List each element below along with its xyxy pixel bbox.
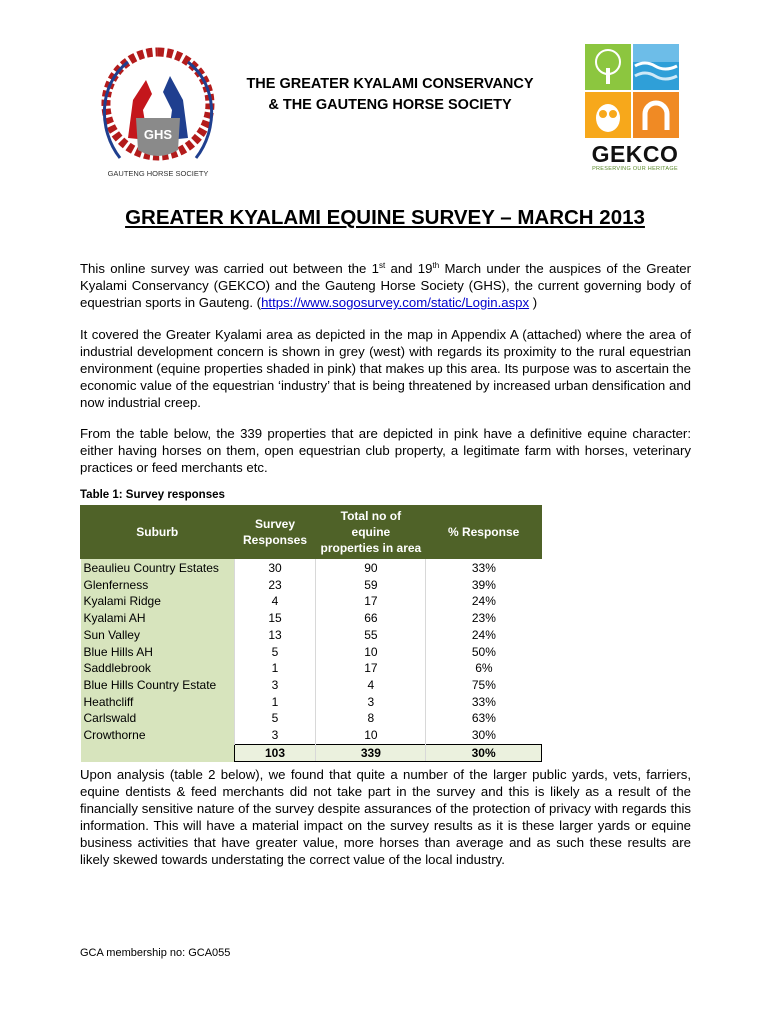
suburb-cell: Saddlebrook: [81, 660, 235, 677]
responses-total-cell: 103: [234, 744, 316, 762]
coverage-paragraph: It covered the Greater Kyalami area as depicted in the map in Appendix A (attached) where the area of industrial development concern is shown in grey (west) with regards its proximity to the rural equestrian environment (equine properties shaded in pink) that makes up this area. Its purpose was to ascertain the economic value of the equestrian ‘industry’ that is being threatened by increased urban densification and now industrial creep.: [80, 327, 691, 410]
responses-cell: 30: [234, 559, 316, 577]
table-row: [81, 627, 542, 644]
header-text: Responses: [243, 533, 308, 547]
suburb-cell: Blue Hills AH: [81, 644, 235, 661]
total-cell: 4: [316, 677, 426, 694]
total-cell: 55: [316, 627, 426, 644]
header-text: Survey: [255, 517, 296, 531]
pct-total-cell: 30%: [426, 744, 542, 762]
header-title: [200, 74, 580, 116]
responses-cell: 3: [234, 677, 316, 694]
pct-cell: 30%: [426, 727, 542, 744]
total-cell: 17: [316, 660, 426, 677]
text-run: and 19: [385, 261, 433, 276]
text-run: ): [529, 295, 538, 310]
responses-cell: 5: [234, 710, 316, 727]
responses-cell: 15: [234, 610, 316, 627]
header-pct-response: % Response: [426, 506, 542, 559]
superscript: st: [378, 261, 386, 270]
total-cell: 10: [316, 727, 426, 744]
table-row: [81, 710, 542, 727]
pct-cell: 6%: [426, 660, 542, 677]
responses-cell: 1: [234, 660, 316, 677]
table-row: [81, 694, 542, 711]
text-run: This online survey was carried out between the 1: [80, 261, 379, 276]
ghs-caption-text: GAUTENG HORSE SOCIETY: [107, 169, 209, 178]
survey-link[interactable]: https://www.sogosurvey.com/static/Login.aspx: [261, 295, 530, 310]
suburb-cell: Blue Hills Country Estate: [81, 677, 235, 694]
header-suburb: Suburb: [81, 506, 235, 559]
analysis-paragraph: Upon analysis (table 2 below), we found that quite a number of the larger public yards, vets, farriers, equine dentists & feed merchants did not take part in the survey and this is likely as a result of the financially sensitive nature of the survey despite assurances of the protection of privacy with regards this information. This will have a material impact on the survey results as it is these larger yards or equine business activities that have greater value, more horses than average and as such these results are likely skewed towards understating the correct value of the local industry.: [80, 767, 691, 867]
table-row: [81, 610, 542, 627]
header-text: properties in area: [320, 541, 422, 555]
suburb-cell: Carlswald: [81, 710, 235, 727]
table-intro-paragraph: From the table below, the 339 properties that are depicted in pink have a definitive equine character: either having horses on them, open equestrian club property, a legitimate farm with horses, veterinary practices or feed merchants etc.: [80, 426, 691, 475]
owl-icon: [585, 92, 631, 138]
table-header-row: [81, 506, 542, 559]
table-row: [81, 644, 542, 661]
suburb-cell: Crowthorne: [81, 727, 235, 744]
table-row: [81, 727, 542, 744]
header-total-properties: [316, 506, 426, 559]
table-row: [81, 559, 542, 577]
header-line-1: THE GREATER KYALAMI CONSERVANCY: [246, 76, 534, 92]
properties-total-cell: 339: [316, 744, 426, 762]
total-cell: 59: [316, 577, 426, 594]
suburb-cell-empty: [81, 744, 235, 762]
suburb-cell: Beaulieu Country Estates: [81, 559, 235, 577]
pct-cell: 63%: [426, 710, 542, 727]
membership-footer: GCA membership no: GCA055: [80, 947, 231, 959]
table-row: [81, 677, 542, 694]
pct-cell: 50%: [426, 644, 542, 661]
table-row: [81, 577, 542, 594]
responses-cell: 3: [234, 727, 316, 744]
ghs-badge-text: GHS: [143, 127, 173, 142]
header-line-2: & THE GAUTENG HORSE SOCIETY: [268, 97, 512, 113]
header-text: Total no of equine: [340, 509, 402, 539]
total-cell: 10: [316, 644, 426, 661]
responses-cell: 13: [234, 627, 316, 644]
tree-icon: [585, 44, 631, 90]
pct-cell: 33%: [426, 559, 542, 577]
horseshoe-icon: [633, 92, 679, 138]
table-caption: Table 1: Survey responses: [80, 489, 225, 501]
responses-cell: 5: [234, 644, 316, 661]
responses-cell: 23: [234, 577, 316, 594]
suburb-cell: Glenferness: [81, 577, 235, 594]
page-title: GREATER KYALAMI EQUINE SURVEY – MARCH 2013: [125, 206, 645, 229]
pct-cell: 24%: [426, 593, 542, 610]
total-cell: 3: [316, 694, 426, 711]
total-cell: 8: [316, 710, 426, 727]
pct-cell: 39%: [426, 577, 542, 594]
suburb-cell: Sun Valley: [81, 627, 235, 644]
table-row: [81, 593, 542, 610]
responses-cell: 1: [234, 694, 316, 711]
header-survey-responses: [234, 506, 316, 559]
gekco-tagline: PRESERVING OUR HERITAGE: [592, 166, 678, 172]
total-cell: 90: [316, 559, 426, 577]
pct-cell: 75%: [426, 677, 542, 694]
total-cell: 66: [316, 610, 426, 627]
superscript: th: [432, 261, 440, 270]
gekco-wordmark: GEKCO: [591, 141, 679, 167]
waves-icon: [633, 44, 679, 90]
pct-cell: 33%: [426, 694, 542, 711]
pct-cell: 23%: [426, 610, 542, 627]
table-totals-row: [81, 744, 542, 762]
suburb-cell: Heathcliff: [81, 694, 235, 711]
suburb-cell: Kyalami Ridge: [81, 593, 235, 610]
text-run: March under the auspices of the Greater Kyalami Conservancy (GEKCO) and the Gauteng Horse Society (GHS), the current governing body of equestrian sports in Gauteng. (: [80, 261, 692, 310]
suburb-cell: Kyalami AH: [81, 610, 235, 627]
pct-cell: 24%: [426, 627, 542, 644]
survey-responses-table: [80, 505, 542, 762]
responses-cell: 4: [234, 593, 316, 610]
table-row: [81, 660, 542, 677]
total-cell: 17: [316, 593, 426, 610]
intro-paragraph: [80, 260, 691, 311]
gekco-logo: [585, 44, 685, 176]
